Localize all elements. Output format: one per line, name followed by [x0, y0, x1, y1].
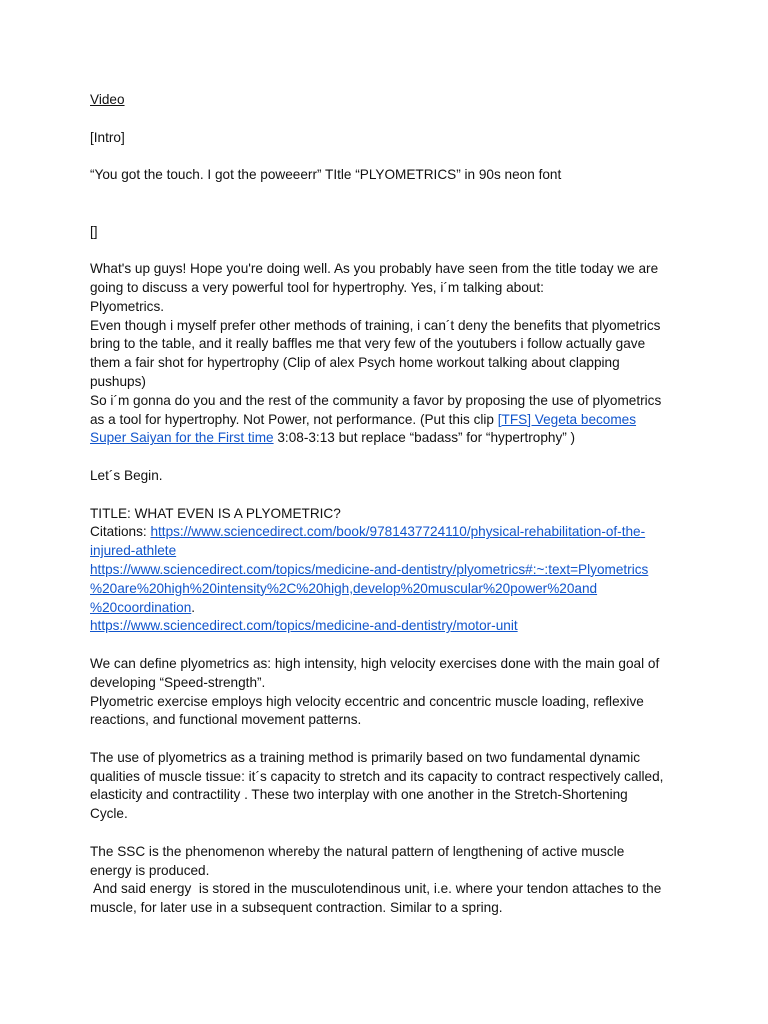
p1-line-9-text: as a tool for hypertrophy. Not Power, not performance. (Put this clip	[90, 411, 498, 427]
paragraph-ssc	[90, 843, 690, 918]
citation-link-2-end[interactable]: %20coordination	[90, 599, 192, 615]
citation-link-3[interactable]: https://www.sciencedirect.com/topics/medicine-and-dentistry/motor-unit	[90, 618, 518, 634]
citations-line-6	[90, 617, 690, 636]
p1-line-4: Even though i myself prefer other methods of training, i can´t deny the benefits that plyometrics	[90, 317, 661, 333]
vegeta-clip-link[interactable]: [TFS] Vegeta becomes	[497, 411, 637, 427]
intro-line: “You got the touch. I got the poweeerr” TItle “PLYOMETRICS” in 90s neon font	[90, 167, 562, 183]
p2-line-3: Plyometric exercise employs high velocity eccentric and concentric muscle loading, reflexive	[90, 693, 644, 709]
p1-line-10	[90, 429, 690, 448]
citations-line-3	[90, 561, 690, 580]
p1-line-2: going to discuss a very powerful tool for hypertrophy. Yes, i´m talking about:	[90, 279, 544, 295]
p4-line-2: energy is produced.	[90, 862, 210, 878]
p2-line-2: developing “Speed-strength”.	[90, 674, 266, 690]
vegeta-clip-link-continued[interactable]: Super Saiyan for the First time	[90, 430, 274, 446]
p1-line-5: bring to the table, and it really baffles me that very few of the youtubers i follow actually gave	[90, 336, 646, 352]
bracket-mark: []	[90, 223, 98, 239]
citation-link-2-continued[interactable]: %20are%20high%20intensity%2C%20high,develop%20muscular%20power%20and	[90, 580, 598, 596]
p2-line-4: reactions, and functional movement patterns.	[90, 712, 362, 728]
p1-line-6: them a fair shot for hypertrophy (Clip of alex Psych home workout talking about clapping	[90, 355, 620, 371]
paragraph-muscle-qualities	[90, 749, 690, 824]
p3-line-2: qualities of muscle tissue: it´s capacity to stretch and its capacity to contract respectively called,	[90, 768, 664, 784]
citation-link-2-suffix: .	[191, 599, 196, 615]
p4-line-4: muscle, for later use in a subsequent contraction. Similar to a spring.	[90, 900, 503, 916]
p3-line-1: The use of plyometrics as a training method is primarily based on two fundamental dynamic	[90, 749, 641, 765]
paragraph-definition	[90, 655, 690, 730]
citation-link-1-continued[interactable]: injured-athlete	[90, 543, 177, 559]
heading-video: Video	[90, 92, 125, 107]
citations-line-1	[90, 523, 690, 542]
citations-label: Citations:	[90, 524, 151, 540]
p1-line-1: What's up guys! Hope you're doing well. As you probably have seen from the title today we are	[90, 261, 659, 277]
intro-tag: [Intro]	[90, 129, 125, 145]
p3-line-4: Cycle.	[90, 806, 128, 822]
p1-line-3: Plyometrics.	[90, 298, 165, 314]
lets-begin: Let´s Begin.	[90, 467, 163, 483]
p1-line-8: So i´m gonna do you and the rest of the community a favor by proposing the use of plyometrics	[90, 392, 662, 408]
p1-line-7: pushups)	[90, 373, 146, 389]
citations-line-5	[90, 599, 690, 618]
p1-line-9	[90, 411, 690, 430]
p1-line-10-text: 3:08-3:13 but replace “badass” for “hypertrophy” )	[273, 430, 576, 446]
citation-link-2[interactable]: https://www.sciencedirect.com/topics/medicine-and-dentistry/plyometrics#:~:text=Plyometrics	[90, 561, 649, 577]
p3-line-3: elasticity and contractility . These two interplay with one another in the Stretch-Shortening	[90, 787, 628, 803]
citations-line-2	[90, 542, 690, 561]
citations	[90, 523, 690, 636]
p4-line-1: The SSC is the phenomenon whereby the natural pattern of lengthening of active muscle	[90, 843, 625, 859]
paragraph-intro	[90, 260, 690, 448]
citations-line-4	[90, 580, 690, 599]
citation-link-1[interactable]: https://www.sciencedirect.com/book/9781437724110/physical-rehabilitation-of-the-	[150, 524, 646, 540]
document-body	[90, 91, 690, 918]
p4-line-3: And said energy is stored in the musculotendinous unit, i.e. where your tendon attaches to the	[90, 881, 662, 897]
p2-line-1: We can define plyometrics as: high intensity, high velocity exercises done with the main goal of	[90, 655, 660, 671]
section-title: TITLE: WHAT EVEN IS A PLYOMETRIC?	[90, 505, 341, 521]
